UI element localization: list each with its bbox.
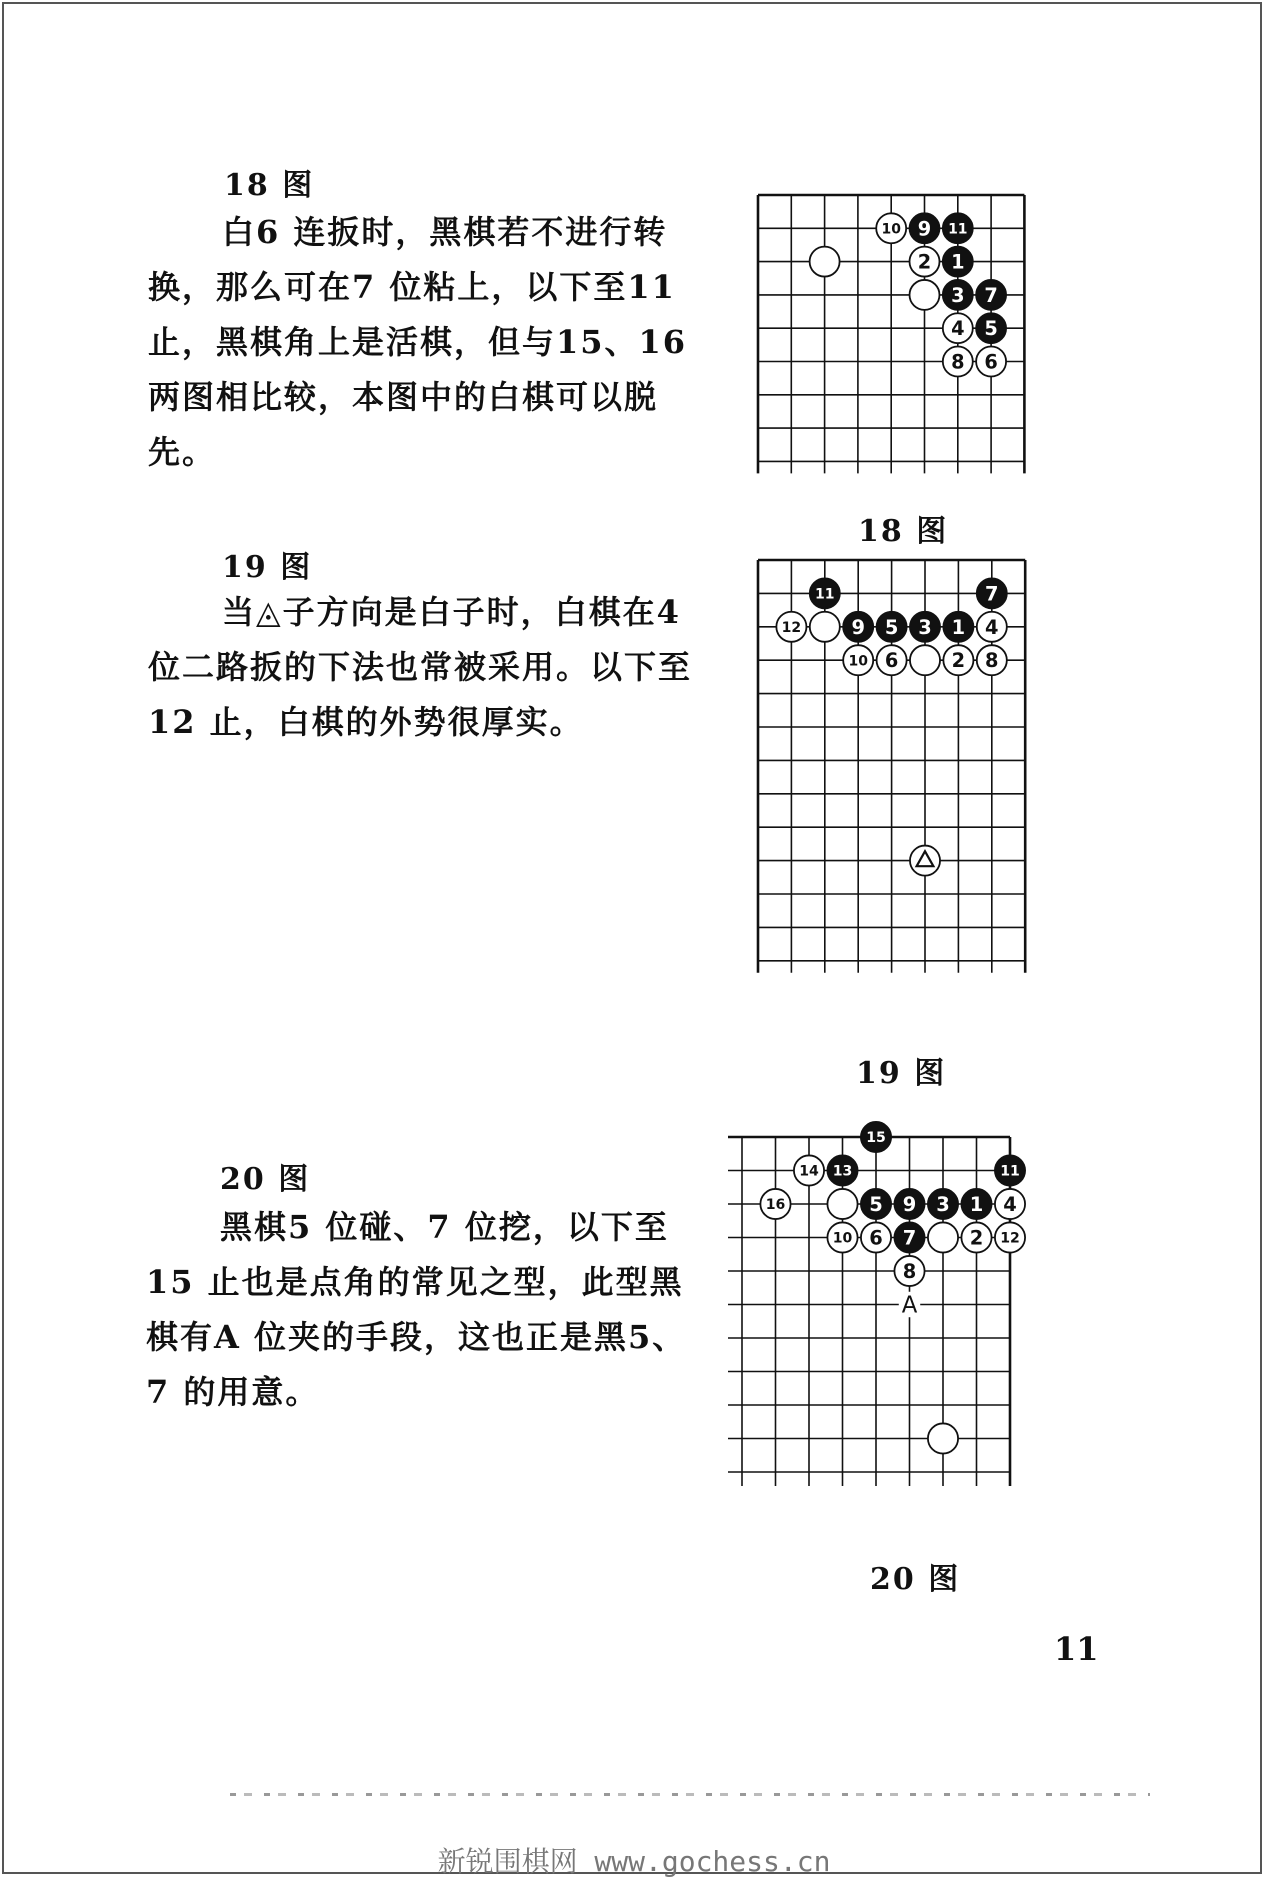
- go-board-18: [740, 190, 1050, 485]
- caption-fig-20: 20 图: [870, 1562, 961, 1597]
- stone-number: 3: [951, 283, 965, 307]
- white-stone: [810, 612, 840, 642]
- stone-number: 5: [984, 317, 998, 341]
- stone-number: 3: [918, 615, 932, 639]
- stone-number: 6: [869, 1226, 883, 1250]
- stone-number: 8: [951, 350, 965, 374]
- white-stone: [928, 1423, 958, 1453]
- point-mark: A: [901, 1292, 918, 1319]
- stone-number: 2: [969, 1226, 984, 1250]
- stone-number: 7: [984, 283, 998, 307]
- page-number: 11: [1054, 1630, 1099, 1668]
- stone-number: 16: [765, 1197, 786, 1214]
- paragraph-fig-19: 当◬子方向是白子时，白棋在4 位二路扳的下法也常被采用。以下至12 止，白棋的外势很厚实。: [148, 593, 693, 741]
- stone-number: 15: [866, 1130, 886, 1147]
- stone-number: 7: [985, 582, 999, 606]
- stone-number: 6: [884, 649, 899, 673]
- stone-number: 9: [902, 1192, 917, 1216]
- caption-fig-19: 19 图: [856, 1056, 947, 1091]
- paragraph-fig-20: 黑棋5 位碰、7 位挖，以下至15 止也是点角的常见之型，此型黑棋有A 位夹的手段，这也正是黑5、7 的用意。: [146, 1208, 687, 1411]
- scan-noise-line: [230, 1793, 1150, 1796]
- stone-number: 4: [985, 615, 999, 639]
- go-board-19: [740, 555, 1050, 1010]
- white-stone: [910, 645, 940, 675]
- watermark: 新锐围棋网 www.gochess.cn: [437, 1845, 831, 1878]
- paragraph-fig-18: 白6 连扳时，黑棋若不进行转换，那么可在7 位粘上，以下至11 止，黑棋角上是活棋，但与15、16 两图相比较，本图中的白棋可以脱先。: [148, 213, 688, 471]
- stone-number: 10: [848, 653, 868, 670]
- stone-number: 7: [902, 1226, 917, 1250]
- stone-number: 11: [1000, 1163, 1020, 1180]
- stone-number: 5: [869, 1192, 883, 1216]
- stone-number: 4: [1003, 1192, 1017, 1216]
- stone-number: 4: [951, 317, 965, 341]
- white-stone: [827, 1189, 857, 1219]
- stone-number: 9: [851, 615, 865, 639]
- stone-number: 8: [902, 1259, 917, 1283]
- heading-fig-20: 20 图: [220, 1162, 311, 1197]
- stone-number: 1: [951, 250, 965, 274]
- heading-fig-18: 18 图: [224, 168, 315, 203]
- stone-number: 13: [832, 1163, 853, 1180]
- white-stone: [810, 247, 840, 277]
- stone-number: 12: [781, 619, 802, 636]
- stone-number: 8: [985, 649, 999, 673]
- stone-number: 11: [815, 586, 835, 603]
- stone-number: 11: [948, 221, 968, 238]
- stone-number: 2: [917, 250, 932, 274]
- heading-fig-19: 19 图: [222, 550, 313, 585]
- caption-fig-18: 18 图: [858, 514, 949, 549]
- go-board-20: [725, 1125, 1060, 1525]
- stone-number: 2: [951, 649, 966, 673]
- stone-number: 6: [984, 350, 998, 374]
- stone-number: 3: [936, 1192, 950, 1216]
- stone-number: 1: [969, 1192, 984, 1216]
- stone-number: 5: [884, 615, 899, 639]
- white-stone: [928, 1222, 958, 1252]
- stone-number: 1: [951, 615, 966, 639]
- white-stone: [910, 280, 940, 310]
- stone-number: 9: [917, 217, 932, 241]
- stone-number: 10: [881, 221, 901, 238]
- stone-number: 10: [832, 1230, 853, 1247]
- stone-number: 14: [799, 1163, 819, 1180]
- stone-number: 12: [1000, 1230, 1020, 1247]
